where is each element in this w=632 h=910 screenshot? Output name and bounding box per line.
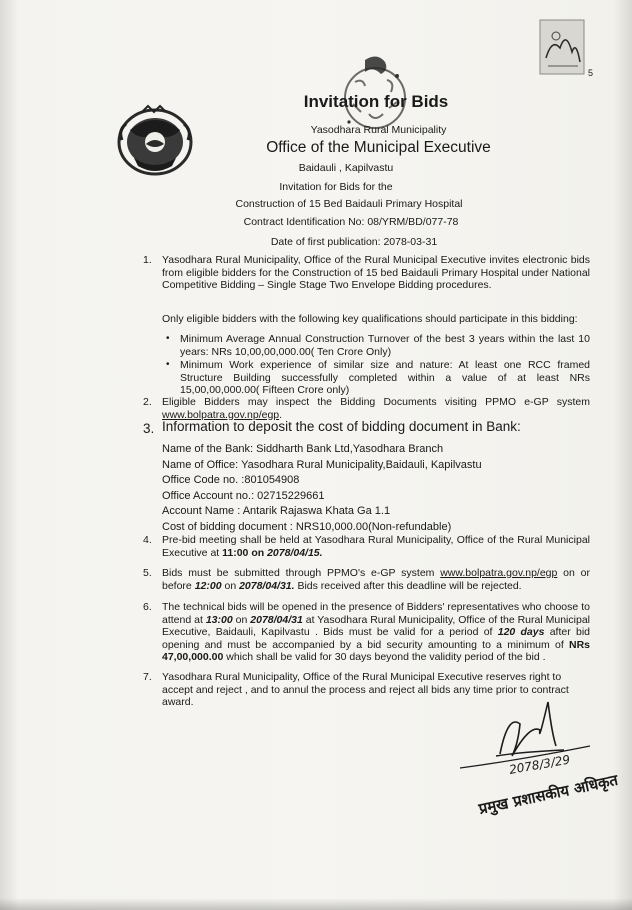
item-6-security: after bid opening and must be accompanied by a bid security amounting to a minimum of (162, 626, 591, 651)
item-3-number: 3. (143, 421, 155, 436)
item-5-number: 5. (143, 567, 152, 579)
item-4-text (162, 534, 590, 559)
bank-details (162, 442, 590, 535)
item-6-number: 6. (143, 601, 152, 613)
item-6-validity: at Yasodhara Rural Municipality, Office of the Rural Municipal Executive, Baidauli, Kapilvastu . Bids must be valid for a period of (162, 613, 590, 639)
municipality-name: Yasodhara Rural Municipality (310, 124, 447, 136)
office-name: Office of the Municipal Executive (266, 139, 491, 156)
egp-link[interactable]: www.bolpatra.gov.np/egp (162, 408, 280, 421)
item-4-body: Pre-bid meeting shall be held at Yasodhara Rural Municipality, Office of the Rural Municipal Executive at (162, 534, 590, 559)
signature (460, 694, 630, 834)
office-address: Baidauli , Kapilvastu (298, 162, 394, 174)
item-5-on: on (221, 579, 240, 592)
item-2-end: . (279, 408, 283, 421)
bullet-1-marker: • (166, 333, 170, 344)
item-6-text (162, 601, 590, 664)
submission-time: 12:00 (194, 579, 222, 592)
item-3-text: Information to deposit the cost of bidding document in Bank: (162, 419, 521, 434)
page-bottom-edge (0, 898, 632, 910)
opening-date: 2078/04/31 (250, 613, 303, 626)
bid-security-amount: NRs 47,00,000.00 (162, 638, 590, 664)
item-4-number: 4. (143, 534, 152, 546)
item-1-subtext: Only eligible bidders with the following key qualifications should participate in this bidding: (162, 313, 578, 325)
item-5-before: on or before (162, 567, 590, 592)
signature-date: 2078/3/29 (508, 752, 572, 777)
item-7-text: Yasodhara Rural Municipality, Office of the Rural Municipal Executive reserves right to accept and reject , and to annul the process and reject all bids any time prior to contract award. (162, 671, 569, 709)
submission-link[interactable]: www.bolpatra.gov.np/egp (440, 567, 558, 579)
invitation-line: Invitation for Bids for the (279, 181, 393, 193)
item-7-number: 7. (143, 671, 152, 683)
office-name-bank: Name of Office: Yasodhara Rural Municipality,Baidauli, Kapilvastu (162, 458, 482, 471)
item-1-number: 1. (143, 254, 152, 266)
office-code: Office Code no. :801054908 (162, 474, 300, 486)
item-1-text (162, 254, 590, 292)
designation-stamp: प्रमुख प्रशासकीय अधिकृत (477, 770, 620, 818)
publication-date: Date of first publication: 2078-03-31 (270, 236, 438, 248)
bullet-2-marker: • (166, 359, 170, 370)
construction-title: Construction of 15 Bed Baidauli Primary Hospital (235, 198, 463, 210)
item-6-body: The technical bids will be opened in the presence of Bidders' representatives who choose to attend at (162, 601, 590, 626)
item-5-text (162, 567, 590, 592)
account-number: Office Account no.: 02715229661 (162, 489, 325, 502)
item-2-body: Eligible Bidders may inspect the Bidding Documents visiting PPMO e-GP system (162, 396, 590, 408)
item-1-body: Yasodhara Rural Municipality, Office of the Rural Municipal Executive invites electronic bids from eligible bidders for the Construction of 15 bed Baidauli Primary Hospital under National Competitive Bidding – Single Stage Two Envelope Bidding procedures. (162, 254, 590, 292)
document-title: Invitation for Bids (303, 92, 449, 111)
contract-id: Contract Identification No: 08/YRM/BD/077-78 (243, 216, 459, 228)
prebid-date: 2078/04/15. (267, 546, 323, 559)
corner-stamp (538, 18, 586, 76)
item-2-text (162, 396, 590, 421)
prebid-time: 11:00 (222, 546, 249, 559)
item-6-on: on (232, 613, 251, 626)
validity-days: 120 days (497, 626, 545, 639)
item-6-end: which shall be valid for 30 days beyond the validity period of the bid . (223, 651, 546, 664)
document-cost: Cost of bidding document : NRS10,000.00(Non-refundable) (162, 520, 452, 533)
account-name: Account Name : Antarik Rajaswa Khata Ga 1.1 (162, 505, 391, 517)
bullet-2-text: Minimum Work experience of similar size and nature: At least one RCC framed Structure Building successfully completed within a value of at least NRs 15,00,00,000.00( Fifteen Crore only) (180, 359, 590, 397)
opening-time: 13:00 (205, 613, 233, 626)
item-5-body: Bids must be submitted through PPMO's e-GP system (162, 567, 441, 579)
bank-name: Name of the Bank: Siddharth Bank Ltd,Yasodhara Branch (162, 443, 444, 455)
bullet-1-text: Minimum Average Annual Construction Turnover of the best 3 years within the last 10 years: NRs 10,00,00,000.00( Ten Crore Only) (180, 333, 590, 358)
item-4-on: on (248, 546, 268, 559)
item-5-end: Bids received after this deadline will be rejected. (294, 579, 522, 592)
item-2-number: 2. (143, 396, 152, 408)
submission-date: 2078/04/31. (239, 579, 295, 592)
page-number: 5 (588, 68, 594, 78)
